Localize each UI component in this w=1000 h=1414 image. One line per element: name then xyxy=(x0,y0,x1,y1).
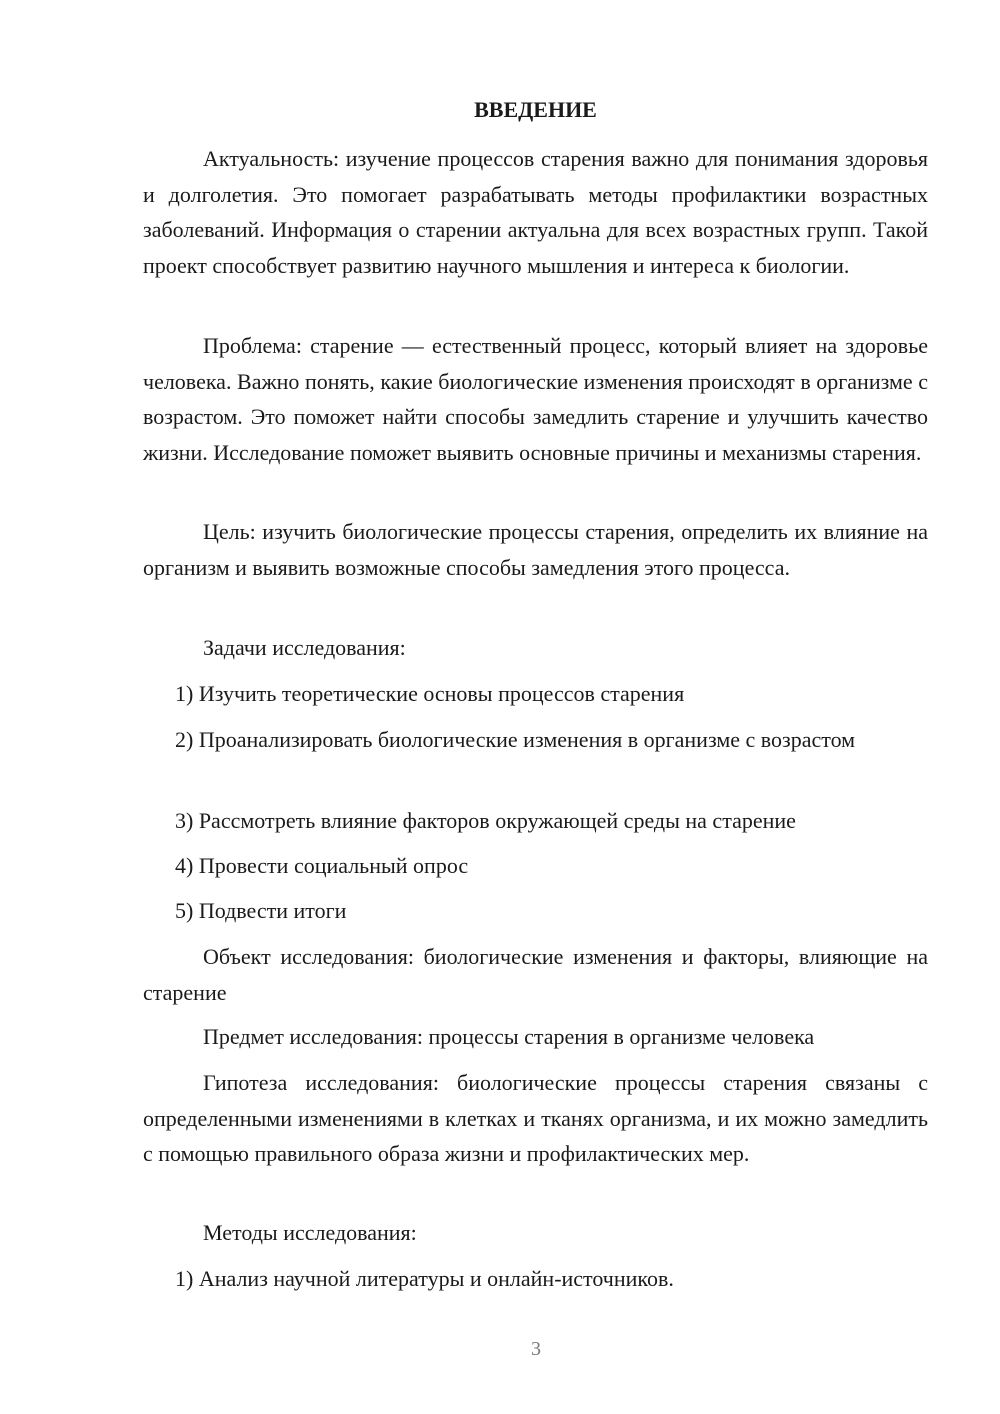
section-heading: ВВЕДЕНИЕ xyxy=(474,97,597,122)
paragraph-hypothesis: Гипотеза исследования: биологические процессы старения связаны с определенными изменениями в клетках и тканях организма, и их можно замедлить с помощью правильного образа жизни и профилактических мер. xyxy=(143,1070,928,1166)
paragraph-object: Объект исследования: биологические изменения и факторы, влияющие на старение xyxy=(143,944,928,1005)
method-item-1: 1) Анализ научной литературы и онлайн-источников. xyxy=(175,1266,674,1291)
paragraph-relevance: Актуальность: изучение процессов старения важно для понимания здоровья и долголетия. Это помогает разрабатывать методы профилактики возрастных заболеваний. Информация о старении актуальна для всех возрастных групп. Такой проект способствует развитию научного мышления и интереса к биологии. xyxy=(143,146,928,278)
paragraph-subject: Предмет исследования: процессы старения в организме человека xyxy=(203,1024,815,1049)
task-item-1: 1) Изучить теоретические основы процессов старения xyxy=(175,681,685,706)
task-item-5: 5) Подвести итоги xyxy=(175,898,347,923)
paragraph-goal: Цель: изучить биологические процессы старения, определить их влияние на организм и выявить возможные способы замедления этого процесса. xyxy=(143,519,928,580)
page-number: 3 xyxy=(531,1338,541,1360)
task-item-4: 4) Провести социальный опрос xyxy=(175,853,469,878)
tasks-title: Задачи исследования: xyxy=(203,635,406,660)
task-item-2: 2) Проанализировать биологические изменения в организме с возрастом xyxy=(175,727,856,752)
paragraph-problem: Проблема: старение — естественный процесс, который влияет на здоровье человека. Важно понять, какие биологические изменения происходят в организме с возрастом. Это поможет найти способы замедлить старение и улучшить качество жизни. Исследование поможет выявить основные причины и механизмы старения. xyxy=(143,333,928,465)
methods-title: Методы исследования: xyxy=(203,1220,417,1245)
task-item-3: 3) Рассмотреть влияние факторов окружающей среды на старение xyxy=(175,808,796,833)
